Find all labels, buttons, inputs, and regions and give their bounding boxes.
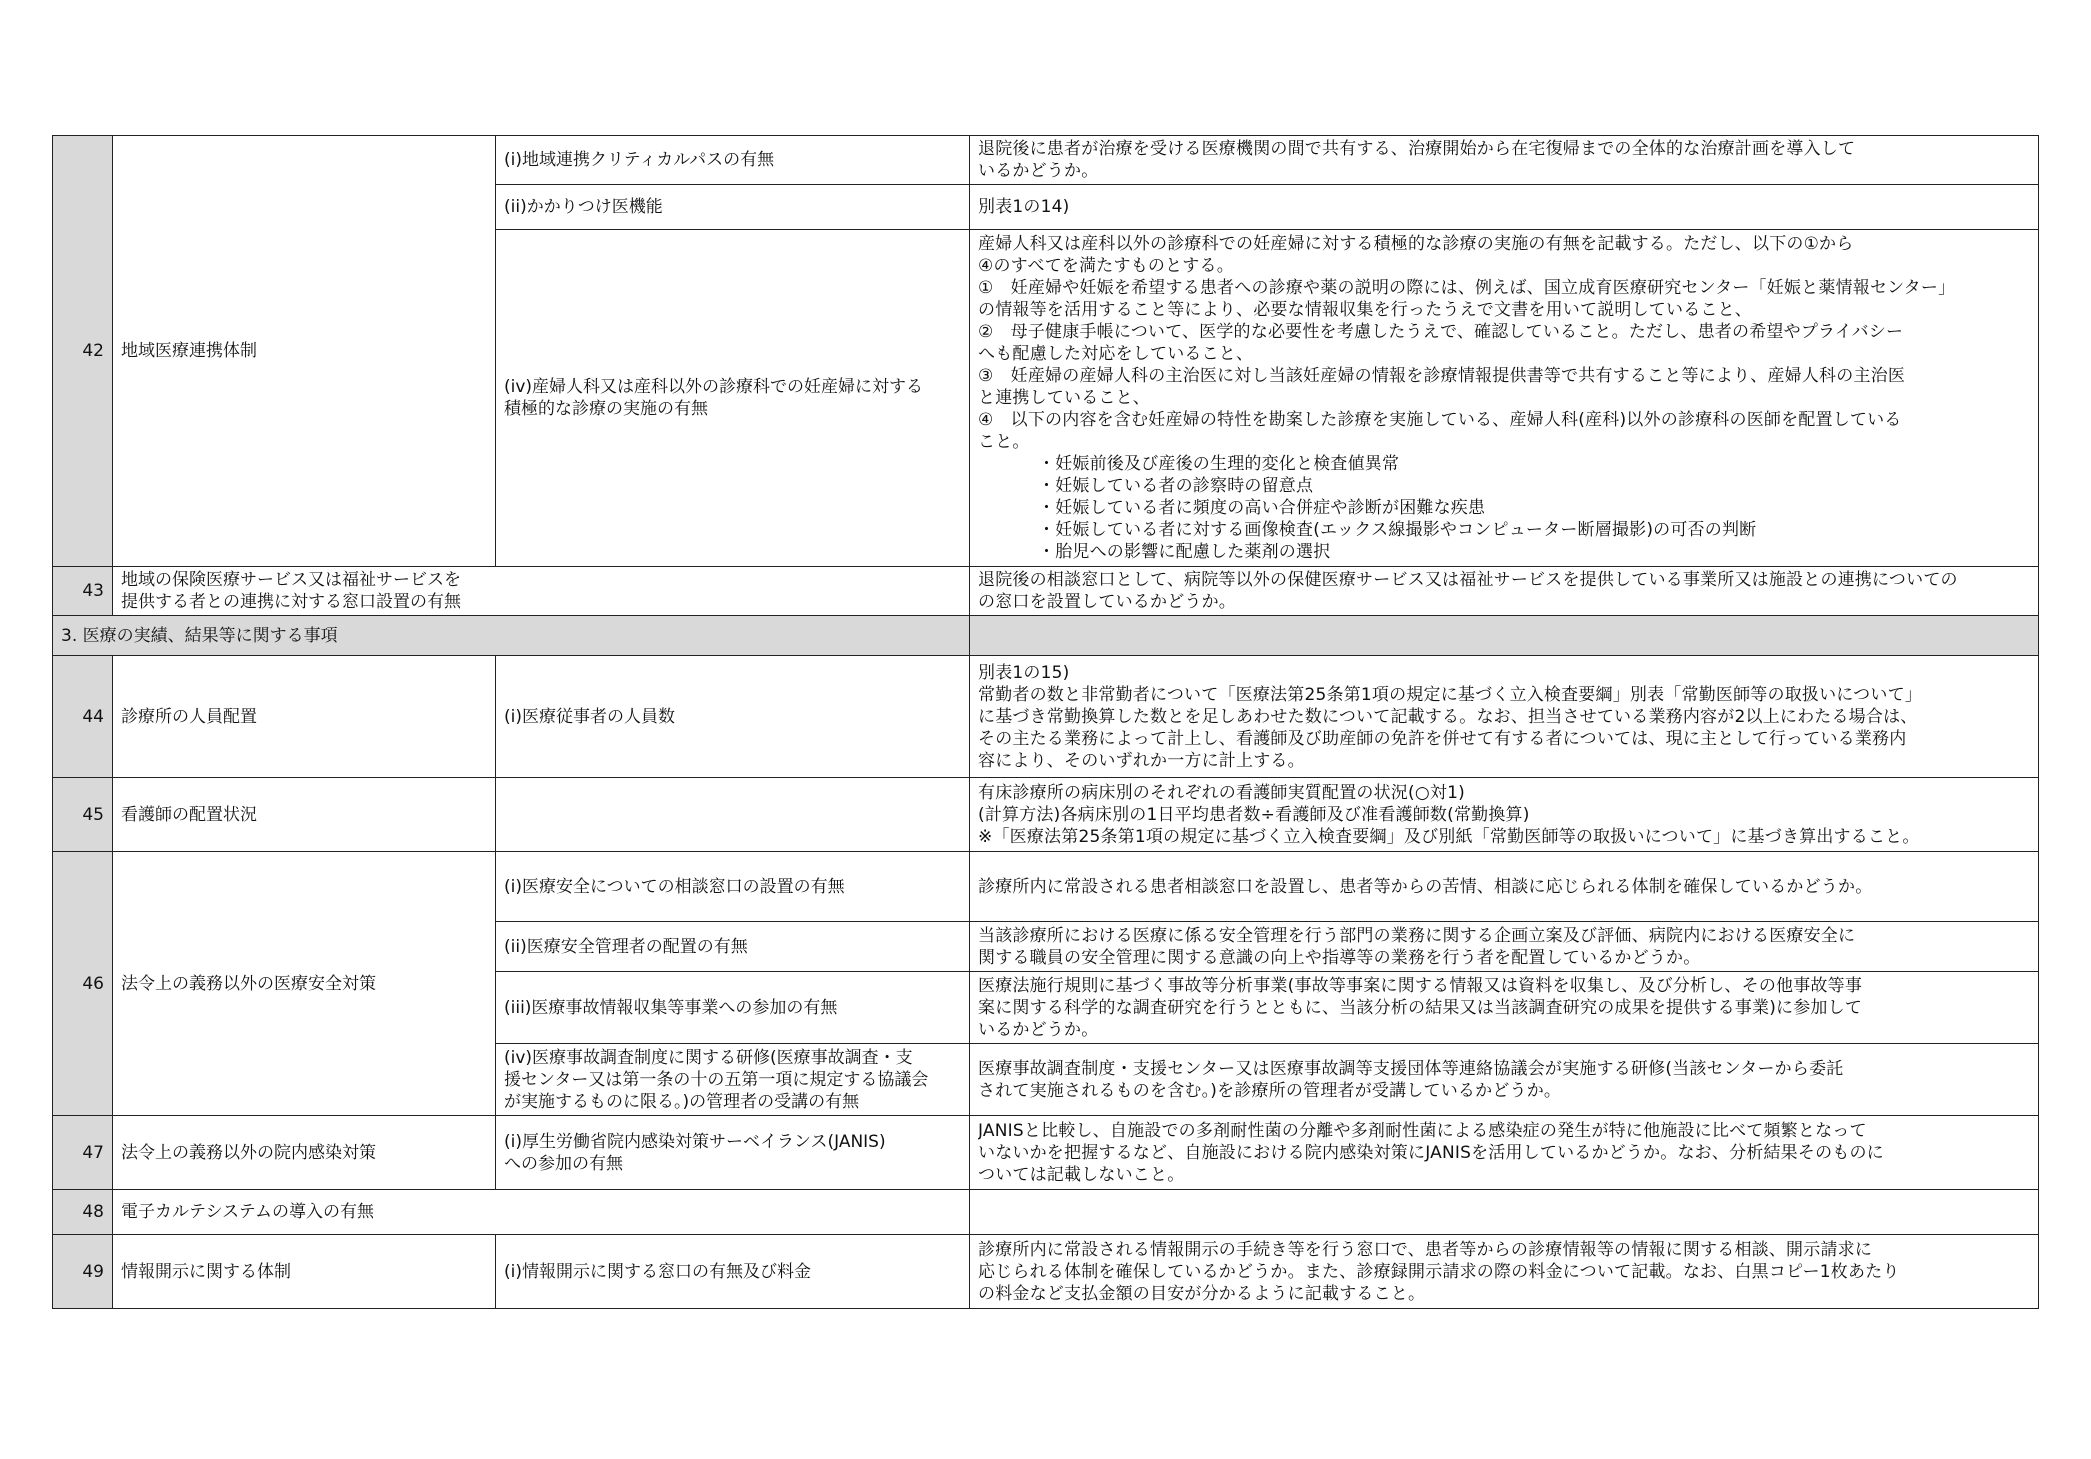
sub-item: (iii)医療事故情報収集等事業への参加の有無	[496, 972, 970, 1044]
description: 当該診療所における医療に係る安全管理を行う部門の業務に関する企画立案及び評価、病院内における医療安全に 関する職員の安全管理に関する意識の向上や指導等の業務を行う者を配置しているかどうか。	[970, 922, 2039, 972]
description: 退院後に患者が治療を受ける医療機関の間で共有する、治療開始から在宅復帰までの全体的な治療計画を導入して いるかどうか。	[970, 136, 2039, 185]
row-number: 44	[53, 656, 113, 778]
description: 別表1の14)	[970, 185, 2039, 230]
sub-item: (i)医療安全についての相談窓口の設置の有無	[496, 852, 970, 922]
table-row	[53, 1190, 2039, 1235]
table-row	[53, 656, 2039, 778]
item-name: 電子カルテシステムの導入の有無	[113, 1190, 970, 1235]
row-number: 42	[53, 136, 113, 567]
sub-item	[496, 778, 970, 852]
item-name: 診療所の人員配置	[113, 656, 496, 778]
item-name: 法令上の義務以外の院内感染対策	[113, 1116, 496, 1190]
description: 医療法施行規則に基づく事故等分析事業(事故等事案に関する情報又は資料を収集し、及び分析し、その他事故等事 案に関する科学的な調査研究を行うとともに、当該分析の結果又は当該調査研究の成果を提供する事業)に参加して いるかどうか。	[970, 972, 2039, 1044]
sub-item: (i)地域連携クリティカルパスの有無	[496, 136, 970, 185]
row-number: 43	[53, 567, 113, 616]
description: 診療所内に常設される情報開示の手続き等を行う窓口で、患者等からの診療情報等の情報に関する相談、開示請求に 応じられる体制を確保しているかどうか。また、診療録開示請求の際の料金について記載。なお、白黒コピー1枚あたり の料金など支払金額の目安が分かるように記載すること。	[970, 1235, 2039, 1309]
description: 医療事故調査制度・支援センター又は医療事故調等支援団体等連絡協議会が実施する研修(当該センターから委託 されて実施されるものを含む。)を診療所の管理者が受講しているかどうか。	[970, 1044, 2039, 1116]
sub-item: (i)情報開示に関する窓口の有無及び料金	[496, 1235, 970, 1309]
table-row	[53, 1235, 2039, 1309]
table-row	[53, 778, 2039, 852]
sub-item: (ii)医療安全管理者の配置の有無	[496, 922, 970, 972]
description: 有床診療所の病床別のそれぞれの看護師実質配置の状況(○対1) (計算方法)各病床別の1日平均患者数÷看護師及び准看護師数(常勤換算) ※「医療法第25条第1項の規定に基づく立入検査要綱」及び別紙「常勤医師等の取扱いについて」に基づき算出すること。	[970, 778, 2039, 852]
sub-item: (ii)かかりつけ医機能	[496, 185, 970, 230]
item-name: 看護師の配置状況	[113, 778, 496, 852]
bullet-item: ・胎児への影響に配慮した薬剤の選択	[1038, 542, 1331, 562]
sub-item: (iv)産婦人科又は産科以外の診療科での妊産婦に対する 積極的な診療の実施の有無	[496, 230, 970, 567]
item-name: 法令上の義務以外の医療安全対策	[113, 852, 496, 1116]
table-row	[53, 1116, 2039, 1190]
row-number: 49	[53, 1235, 113, 1309]
bullet-item: ・妊娠している者の診察時の留意点	[1038, 476, 1314, 496]
row-number: 47	[53, 1116, 113, 1190]
sub-item: (i)厚生労働省院内感染対策サーベイランス(JANIS) への参加の有無	[496, 1116, 970, 1190]
section-header-row	[53, 616, 2039, 656]
table-row	[53, 852, 2039, 922]
row-number: 45	[53, 778, 113, 852]
description: 別表1の15) 常勤者の数と非常勤者について「医療法第25条第1項の規定に基づく立入検査要綱」別表「常勤医師等の取扱いについて」 に基づき常勤換算した数とを足しあわせた数について記載する。なお、担当させている業務内容が2以上にわたる場合は、 その主たる業務によって計上し、看護師及び助産師の免許を併せて有する者については、現に主として行っている業務内 容により、そのいずれか一方に計上する。	[970, 656, 2039, 778]
description: 診療所内に常設される患者相談窓口を設置し、患者等からの苦情、相談に応じられる体制を確保しているかどうか。	[970, 852, 2039, 922]
description: JANISと比較し、自施設での多剤耐性菌の分離や多剤耐性菌による感染症の発生が特に他施設に比べて頻繁となって いないかを把握するなど、自施設における院内感染対策にJANISを活用しているかどうか。なお、分析結果そのものに ついては記載しないこと。	[970, 1116, 2039, 1190]
row-number: 48	[53, 1190, 113, 1235]
item-name: 情報開示に関する体制	[113, 1235, 496, 1309]
description: 退院後の相談窓口として、病院等以外の保健医療サービス又は福祉サービスを提供している事業所又は施設との連携についての の窓口を設置しているかどうか。	[970, 567, 2039, 616]
bullet-item: ・妊娠している者に対する画像検査(エックス線撮影やコンピューター断層撮影)の可否の判断	[1038, 520, 1757, 540]
table-row	[53, 136, 2039, 185]
table-row	[53, 567, 2039, 616]
bullet-item: ・妊娠している者に頻度の高い合併症や診断が困難な疾患	[1038, 498, 1486, 518]
row-number: 46	[53, 852, 113, 1116]
section-title: 3. 医療の実績、結果等に関する事項	[53, 616, 970, 656]
bullet-item: ・妊娠前後及び産後の生理的変化と検査値異常	[1038, 454, 1400, 474]
item-name: 地域医療連携体制	[113, 136, 496, 567]
item-name: 地域の保険医療サービス又は福祉サービスを 提供する者との連携に対する窓口設置の有無	[113, 567, 970, 616]
medical-info-table	[52, 135, 2039, 1309]
sub-item: (iv)医療事故調査制度に関する研修(医療事故調査・支 援センター又は第一条の十の五第一項に規定する協議会 が実施するものに限る。)の管理者の受講の有無	[496, 1044, 970, 1116]
sub-item: (i)医療従事者の人員数	[496, 656, 970, 778]
description: 産婦人科又は産科以外の診療科での妊産婦に対する積極的な診療の実施の有無を記載する。ただし、以下の①から ④のすべてを満たすものとする。 ① 妊産婦や妊娠を希望する患者への診療や薬の説明の際には、例えば、国立成育医療研究センター「妊娠と薬情報センター」 の情報等を活用すること等により、必要な情報収集を行ったうえで文書を用いて説明していること、 ② 母子健康手帳について、医学的な必要性を考慮したうえで、確認していること。ただし、患者の希望やプライバシー へも配慮した対応をしていること、 ③ 妊産婦の産婦人科の主治医に対し当該妊産婦の情報を診療情報提供書等で共有すること等により、産婦人科の主治医 と連携していること、 ④ 以下の内容を含む妊産婦の特性を勘案した診療を実施している、産婦人科(産科)以外の診療科の医師を配置している こと。 ・妊娠前後及び産後の生理的変化と検査値異常 ・妊娠している者の診察時の留意点 ・妊娠している者に頻度の高い合併症や診断が困難な疾患 ・妊娠している者に対する画像検査(エックス線撮影やコンピューター断層撮影)の可否の判断 ・胎児への影響に配慮した薬剤の選択	[970, 230, 2039, 567]
